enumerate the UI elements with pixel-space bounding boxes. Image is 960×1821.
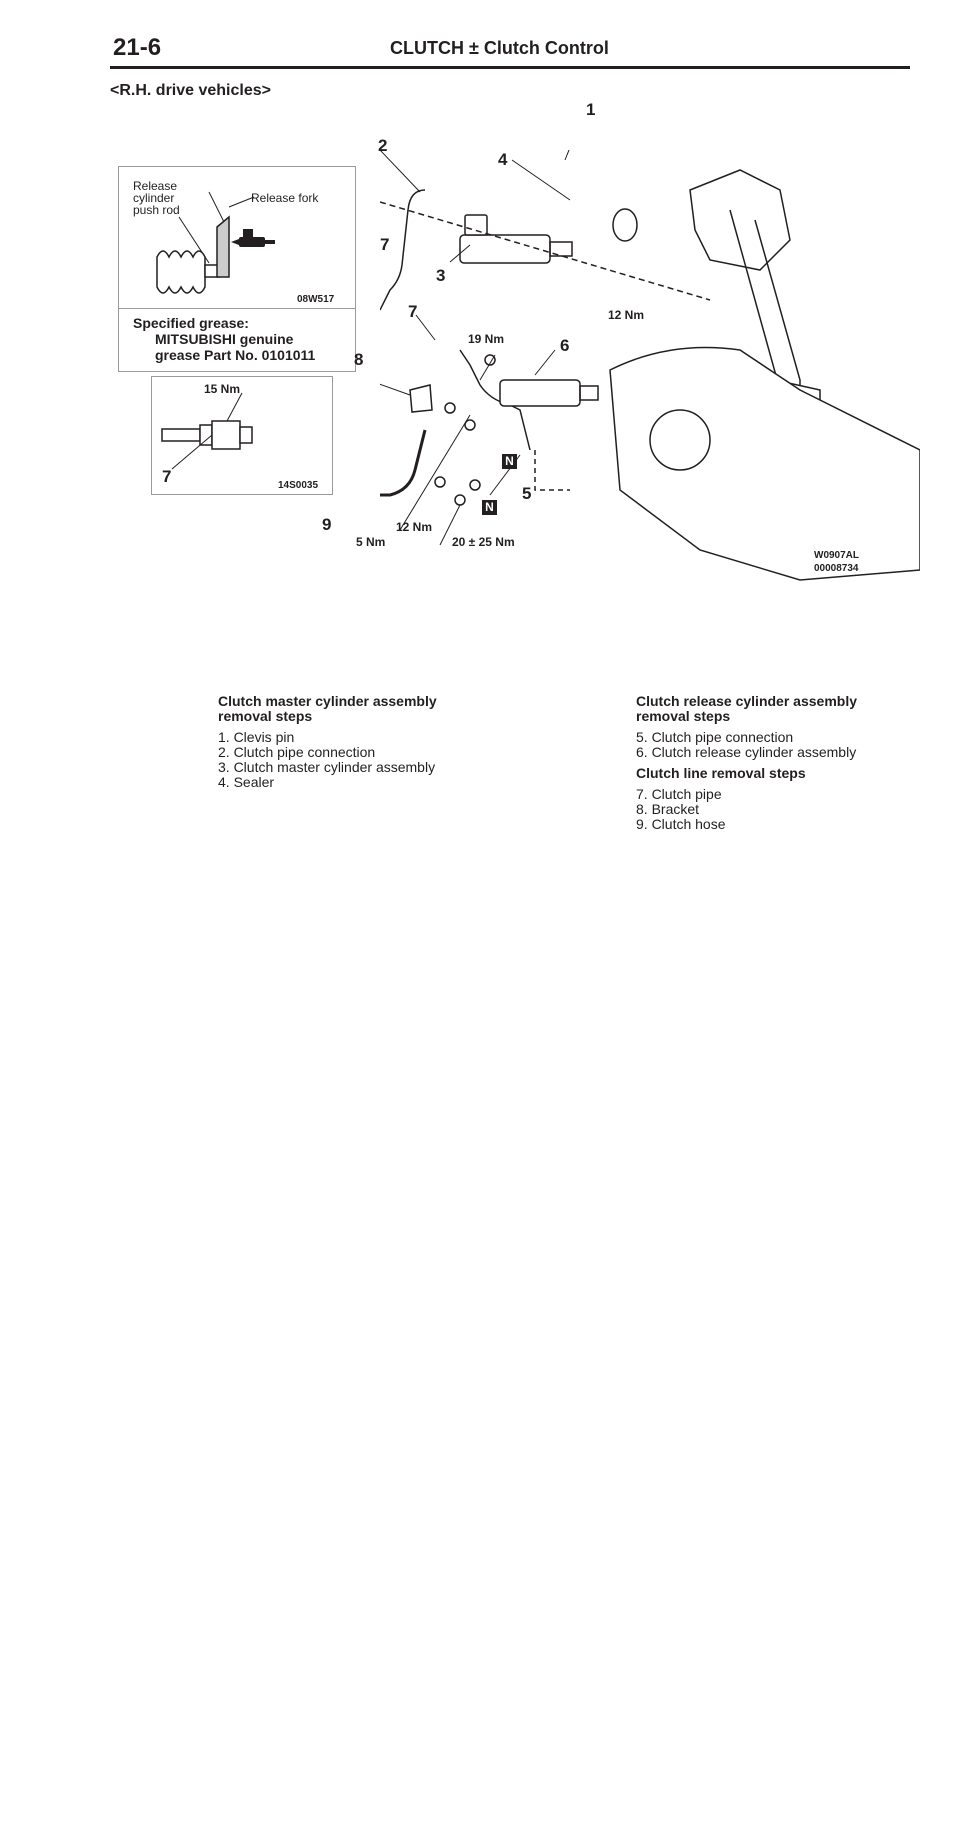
torque-12nm-pedal: 12 Nm	[608, 308, 645, 322]
n-mark-1: N	[502, 454, 517, 469]
diagram-code-2: 00008734	[814, 563, 859, 574]
master-steps-title-1: Clutch master cylinder assembly	[218, 693, 437, 709]
page-number: 21-6	[113, 34, 162, 61]
line-step-7: 7. Clutch pipe	[636, 786, 722, 802]
torque-19nm: 19 Nm	[468, 332, 505, 346]
page-header-title: CLUTCH ± Clutch Control	[390, 38, 609, 58]
torque-20-25nm: 20 ± 25 Nm	[452, 535, 515, 549]
callout-6: 6	[560, 336, 570, 355]
grease-spec-title: Specified grease:	[133, 315, 249, 331]
master-step-4: 4. Sealer	[218, 774, 275, 790]
torque-5nm: 5 Nm	[356, 535, 386, 549]
callout-8: 8	[354, 350, 364, 369]
label-release-fork: Release fork	[251, 191, 319, 205]
fitting-illustration	[152, 377, 332, 494]
release-step-5: 5. Clutch pipe connection	[636, 729, 794, 745]
callout-5: 5	[522, 484, 532, 503]
clutch-control-diagram	[322, 100, 920, 670]
label-release-cylinder-3: push rod	[133, 203, 180, 217]
label-release-cylinder-2: cylinder	[133, 191, 175, 205]
torque-value: 15 Nm	[204, 382, 241, 396]
release-step-6: 6. Clutch release cylinder assembly	[636, 744, 857, 760]
clutch-assembly-illustration	[380, 150, 920, 670]
callout-1: 1	[586, 100, 596, 119]
grease-spec-line2: grease Part No. 0101011	[155, 347, 316, 363]
inset-grease-code: 08W517	[297, 294, 335, 305]
diagram-code-1: W0907AL	[814, 550, 860, 561]
master-steps-title-2: removal steps	[218, 708, 313, 724]
n-mark-2: N	[482, 500, 497, 515]
callout-7b: 7	[408, 302, 418, 321]
release-steps-title-2: removal steps	[636, 708, 731, 724]
master-step-1: 1. Clevis pin	[218, 729, 295, 745]
master-cylinder-removal-steps	[218, 694, 437, 790]
line-step-9: 9. Clutch hose	[636, 816, 726, 832]
callout-7a: 7	[380, 235, 390, 254]
torque-12nm-bracket: 12 Nm	[396, 520, 433, 534]
line-step-8: 8. Bracket	[636, 801, 700, 817]
grease-inset	[118, 166, 356, 372]
callout-9: 9	[322, 515, 332, 534]
header-rule	[110, 66, 910, 69]
inset-torque-code: 14S0035	[278, 480, 319, 491]
torque-inset	[151, 376, 333, 495]
clutch-line-steps-title: Clutch line removal steps	[636, 765, 806, 781]
section-subtitle: <R.H. drive vehicles>	[110, 82, 271, 99]
release-steps-title-1: Clutch release cylinder assembly	[636, 693, 857, 709]
grease-spec-line1: MITSUBISHI genuine	[155, 331, 294, 347]
label-release-cylinder-1: Release	[133, 179, 178, 193]
callout-2: 2	[378, 136, 388, 155]
inset-divider	[119, 308, 355, 309]
torque-part-number: 7	[162, 467, 172, 486]
master-step-2: 2. Clutch pipe connection	[218, 744, 376, 760]
master-step-3: 3. Clutch master cylinder assembly	[218, 759, 436, 775]
release-cylinder-removal-steps	[636, 694, 857, 832]
callout-3: 3	[436, 266, 446, 285]
callout-4: 4	[498, 150, 508, 169]
